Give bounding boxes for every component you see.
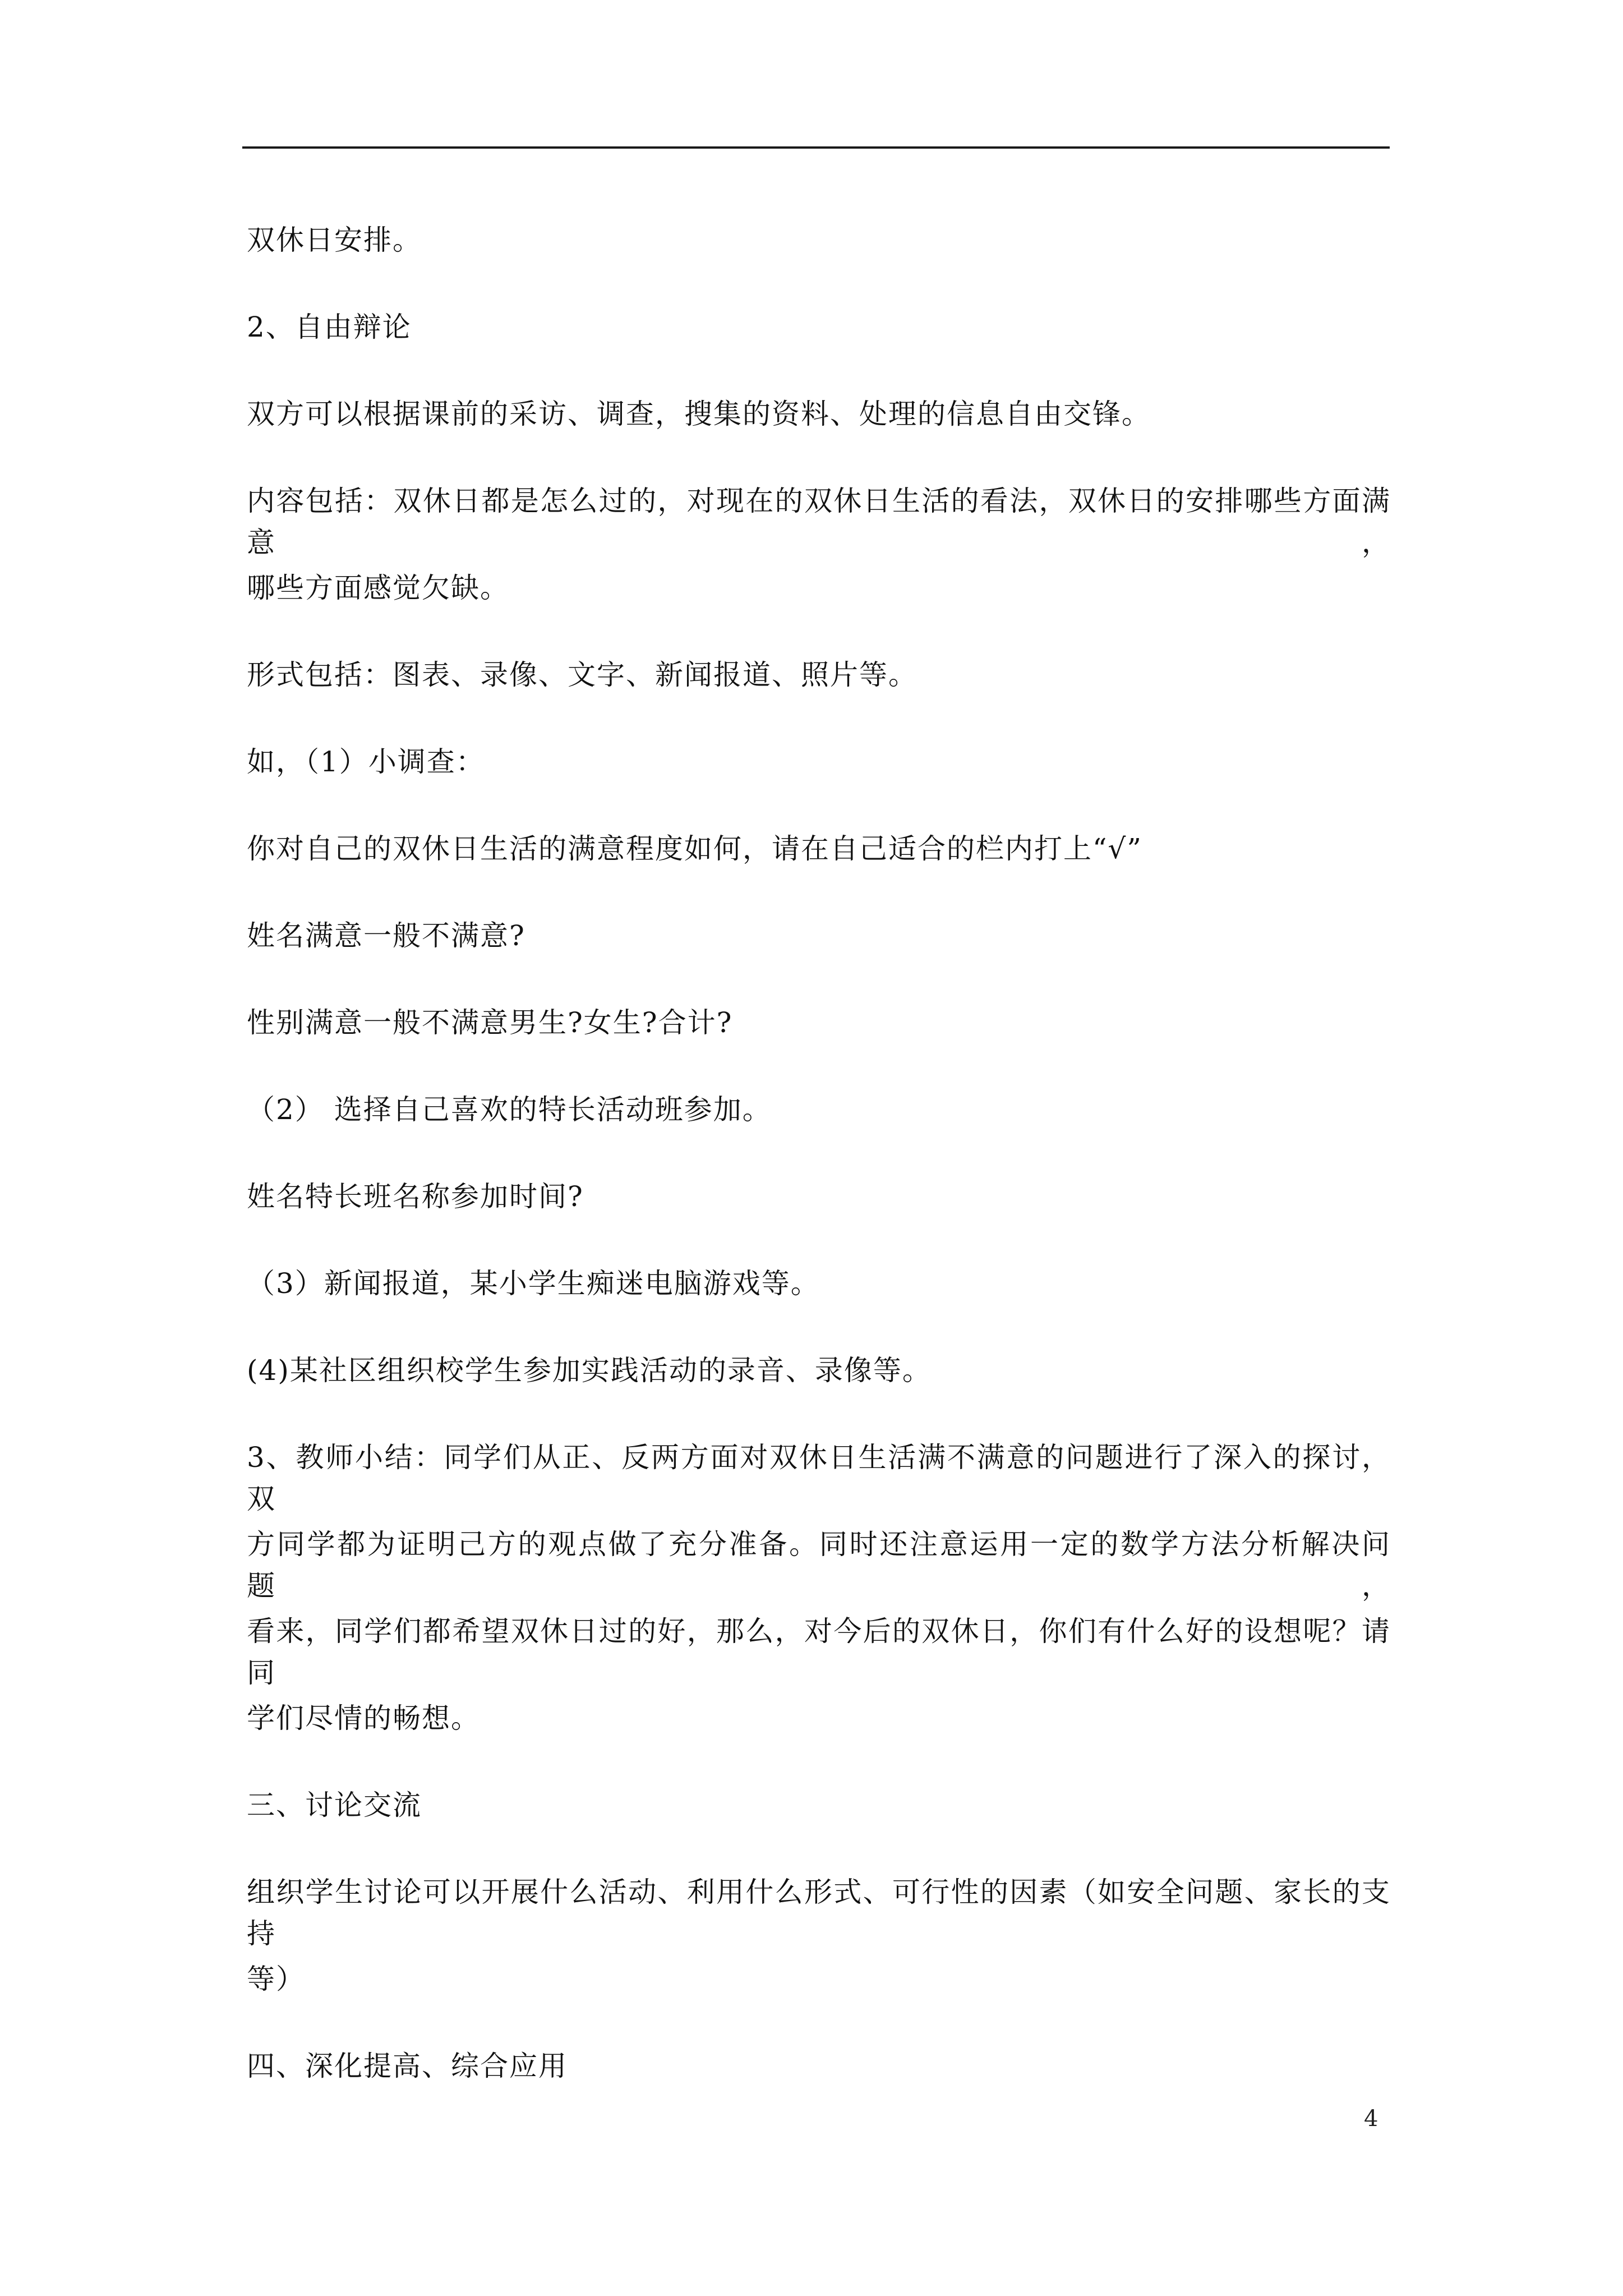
text-line-news-report: （3）新闻报道，某小学生痴迷电脑游戏等。 <box>247 1267 820 1300</box>
section-heading-free-debate: 2、自由辩论 <box>247 311 412 343</box>
page-number: 4 <box>1364 2106 1378 2132</box>
text-line-survey-name-row: 姓名满意一般不满意? <box>247 919 525 952</box>
text-line-choose-activity: （2） 选择自己喜欢的特长活动班参加。 <box>247 1093 772 1126</box>
text-line-community-activity: (4)某社区组织校学生参加实践活动的录音、录像等。 <box>247 1354 932 1387</box>
section-heading-discussion: 三、讨论交流 <box>247 1789 422 1821</box>
text-line-discussion-description: 组织学生讨论可以开展什么活动、利用什么形式、可行性的因素（如安全问题、家长的支持 <box>247 1876 1391 1950</box>
text-line-discussion-description-cont: 等） <box>247 1963 305 1995</box>
text-line-teacher-summary-cont-1: 方同学都为证明己方的观点做了充分准备。同时还注意运用一定的数学方法分析解决问题， <box>247 1528 1391 1602</box>
header-rule <box>242 146 1390 149</box>
text-line-teacher-summary-cont-3: 学们尽情的畅想。 <box>247 1702 480 1734</box>
document-body <box>247 219 1391 2132</box>
text-line-teacher-summary: 3、教师小结：同学们从正、反两方面对双休日生活满不满意的问题进行了深入的探讨，双 <box>247 1441 1391 1515</box>
text-line-content-includes: 内容包括：双休日都是怎么过的，对现在的双休日生活的看法，双休日的安排哪些方面满意， <box>247 485 1391 559</box>
text-line-weekend-arrangement: 双休日安排。 <box>247 224 422 256</box>
text-line-survey-gender-row: 性别满意一般不满意男生?女生?合计? <box>247 1006 733 1039</box>
text-line-activity-name-row: 姓名特长班名称参加时间? <box>247 1180 584 1213</box>
text-line-content-includes-cont: 哪些方面感觉欠缺。 <box>247 572 509 604</box>
text-line-teacher-summary-cont-2: 看来，同学们都希望双休日过的好，那么，对今后的双休日，你们有什么好的设想呢？请同 <box>247 1615 1391 1689</box>
text-line-survey-question: 你对自己的双休日生活的满意程度如何，请在自己适合的栏内打上“√” <box>247 832 1142 865</box>
text-line-example-survey: 如，（1）小调查： <box>247 746 485 778</box>
text-line-forms-include: 形式包括：图表、录像、文字、新闻报道、照片等。 <box>247 659 917 691</box>
text-line-debate-description: 双方可以根据课前的采访、调查，搜集的资料、处理的信息自由交锋。 <box>247 398 1151 430</box>
section-heading-deepen-apply: 四、深化提高、综合应用 <box>247 2050 568 2082</box>
